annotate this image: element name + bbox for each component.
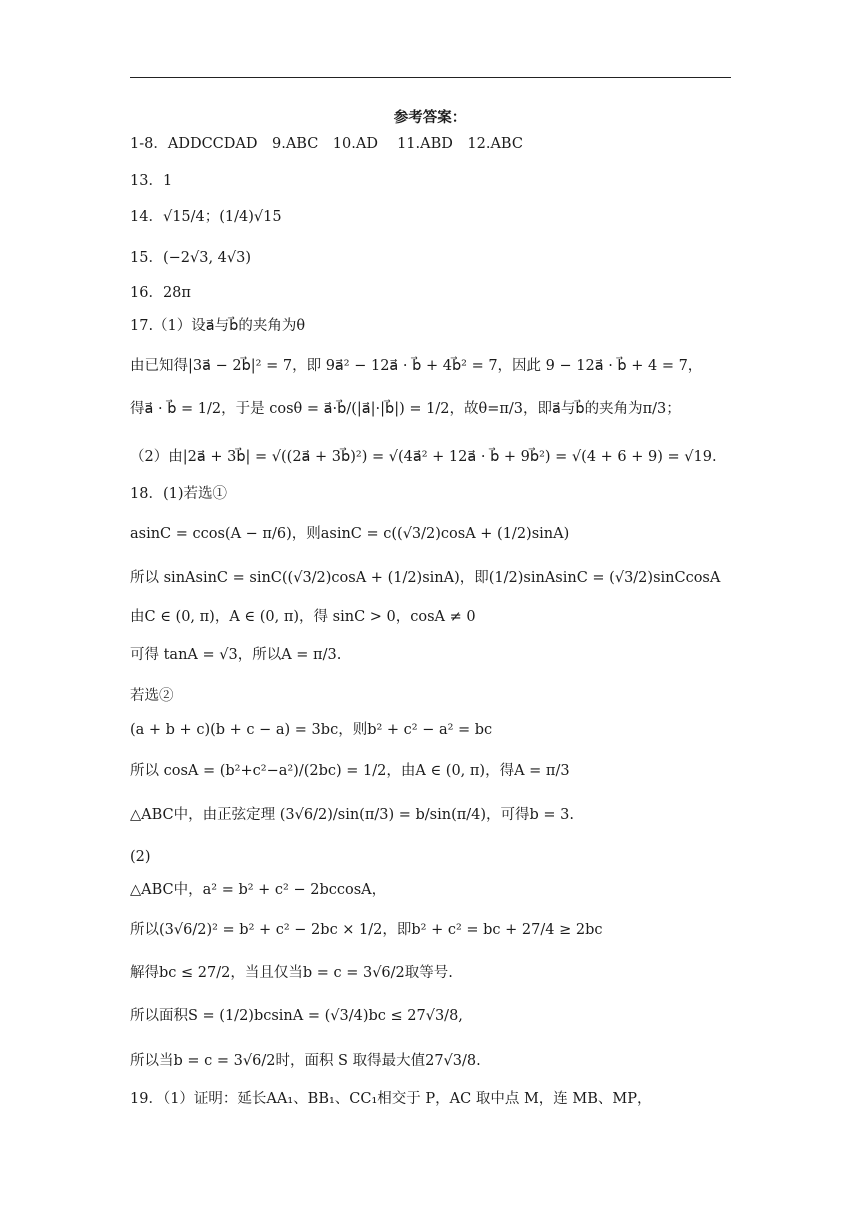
answer-line: 由已知得|3a⃗ − 2b⃗|² = 7，即 9a⃗² − 12a⃗ · b⃗ + 4b⃗² = 7，因此 9 − 12a⃗ · b⃗ + 4 = 7， [130, 358, 703, 374]
answer-line: △ABC中，a² = b² + c² − 2bccosA， [130, 882, 387, 898]
answer-line: 所以(3√6/2)² = b² + c² − 2bc × 1/2，即b² + c² = bc + 27/4 ≥ 2bc [130, 922, 603, 938]
answer-line: 解得bc ≤ 27/2，当且仅当b = c = 3√6/2取等号. [130, 965, 453, 981]
answer-line: 所以当b = c = 3√6/2时，面积 S 取得最大值27√3/8. [130, 1053, 481, 1069]
answer-line: 16．28π [130, 285, 191, 301]
answer-line: 所以面积S = (1/2)bcsinA = (√3/4)bc ≤ 27√3/8, [130, 1008, 463, 1024]
answer-line: 由C ∈ (0, π)，A ∈ (0, π)，得 sinC > 0，cosA ≠ 0 [130, 609, 476, 625]
answer-line: 18．(1)若选① [130, 486, 227, 502]
answer-line: △ABC中，由正弦定理 (3√6/2)/sin(π/3) = b/sin(π/4)，可得b = 3. [130, 807, 575, 823]
answer-line: 17.（1）设a⃗与b⃗的夹角为θ [130, 318, 306, 334]
answer-line: 15．(−2√3, 4√3) [130, 250, 252, 266]
answer-line: (2) [130, 849, 151, 865]
answer-line: （2）由|2a⃗ + 3b⃗| = √((2a⃗ + 3b⃗)²) = √(4a⃗² + 12a⃗ · b⃗ + 9b⃗²) = √(4 + 6 + 9) = √19. [130, 449, 717, 465]
page-title: 参考答案： [393, 110, 467, 126]
header-rule [130, 77, 731, 78]
answer-line: 所以 sinAsinC = sinC((√3/2)cosA + (1/2)sinA)，即(1/2)sinAsinC = (√3/2)sinCcosA [130, 570, 721, 586]
answer-line: 得a⃗ · b⃗ = 1/2，于是 cosθ = a⃗·b⃗/(|a⃗|·|b⃗|) = 1/2，故θ=π/3，即a⃗与b⃗的夹角为π/3； [130, 401, 681, 417]
answer-line: 13．1 [130, 173, 173, 189]
answer-line: 19．（1）证明：延长AA₁、BB₁、CC₁相交于 P，AC 取中点 M，连 MB、MP， [130, 1091, 652, 1107]
answer-line: 所以 cosA = (b²+c²−a²)/(2bc) = 1/2，由A ∈ (0, π)，得A = π/3 [130, 763, 570, 779]
answer-line: 可得 tanA = √3，所以A = π/3. [130, 647, 342, 663]
answer-line: asinC = ccos(A − π/6)，则asinC = c((√3/2)cosA + (1/2)sinA) [130, 526, 570, 542]
answer-line: (a + b + c)(b + c − a) = 3bc，则b² + c² − a² = bc [130, 722, 493, 738]
answer-line: 14．√15/4；(1/4)√15 [130, 209, 282, 225]
answer-line: 1-8．ADDCCDAD 9.ABC 10.AD 11.ABD 12.ABC [130, 136, 523, 152]
answer-line: 若选② [130, 688, 174, 704]
